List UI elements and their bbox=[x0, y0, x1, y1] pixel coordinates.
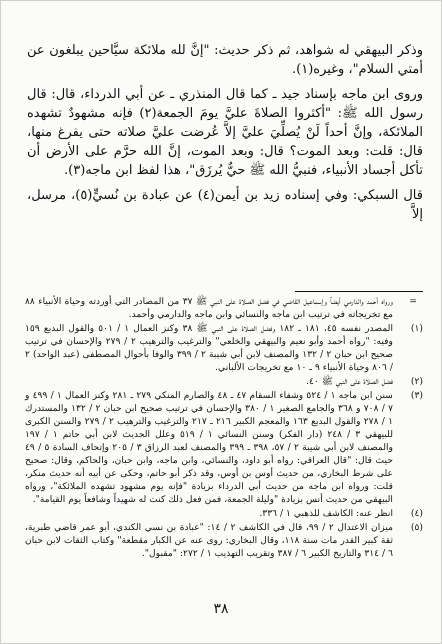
footnote-number: (٤) bbox=[410, 508, 423, 519]
footnote-5 bbox=[25, 521, 423, 560]
footnote-3 bbox=[25, 389, 423, 506]
main-text bbox=[27, 41, 423, 230]
footnote-number: (٣) bbox=[410, 390, 423, 401]
body-paragraph-3: قال السبكي: وفي إسناده زيد بن أيمن(٤) عن عبادة بن نُسيٍّ(٥)، مرسل، إلاَّ bbox=[27, 188, 423, 222]
footnote-text: المصدر نفسه ٤٥، ١٨١ ـ ١٨٢ وفضل الصلاة على النبي ﷺ ٣٨ وكنز العمال ١ / ٥٠١ والقول البديع ١٥٩ وفيه: "رواه أحمد وأبو نعيم والبيهقي والخلعي" والترغيب والترهيب ٢ / ٢٧٩ والإحسان في ترتيب صحيح ابن حبان ٢ / ١٣٢ والمصنف لابن أبي شيبة ٢ / ٣٩٩ والوفا بأحوال المصطفى (عبد الواحد) ٢ / ٨٠٦ وحياة الأنبياء ٩ ـ ١٠ مع تخريجات الألباني. bbox=[25, 323, 394, 373]
footnote-divider bbox=[295, 291, 423, 292]
footnotes bbox=[25, 295, 423, 561]
footnote-text: ورواه أحمد والدارمي أيضاً وإسماعيل القاضي في فضل الصلاة على النبي ﷺ ٣٧ من المصادر التي أوردته وحياة الأنبياء ٨٨ مع تخريجاته في ترتيب ابن ماجه والنسائي وابن ماجه والدارمي وأحمد. bbox=[25, 296, 393, 320]
footnote-1 bbox=[25, 322, 423, 374]
footnote-number: (٥) bbox=[410, 522, 423, 533]
footnote-number: (٢) bbox=[410, 376, 423, 387]
footnote-continued bbox=[25, 295, 423, 321]
page-number: ٣٨ bbox=[213, 601, 229, 617]
footnote-marker: = bbox=[409, 296, 417, 307]
body-paragraph-2: وروى ابن ماجه بإسناد جيد ـ كما قال المنذري ـ عن أبي الدرداء، قال: قال رسول الله ﷺ: "أكثروا الصلاةَ عليَّ يومَ الجمعة(٢) فإنه مشهودٌ تشهده الملائكة، وإنَّ أحداً لَنْ يُصلِّيَ عليَّ إلاَّ عُرضت عليَّ صلاته حتى يفرغ منها، قال: قلت: وبعد الموت؟ قال: وبعد الموت، إنَّ الله حرَّم على الأرض أن تأكل أجساد الأنبياء، فنبيُّ الله ﷺ حيٌّ يُرزَق"، هذا لفظ ابن ماجه(٣). bbox=[27, 87, 423, 178]
footnote-4 bbox=[25, 507, 423, 520]
footnote-text: ميزان الاعتدال ٢ / ٩٩، قال في الكاشف ٢ / ١٤: "عبادة بن نسي الكندي، أبو عمر قاضي طبرية، ثقة كبير القدر مات سنة ١١٨، وقال البخاري: روى عنه عن الكبار مقطعة" وكتاب الثقات لابن حبان ٦ / ٣١٤ والتاريخ الكبير ٦ / ٣٨٧ وتقريب التهذيب ١ / ٢٧٢: "مقبول". bbox=[25, 522, 394, 559]
footnote-text: انظر عنه: الكاشف للذهبي ١ / ٣٣٦. bbox=[259, 508, 393, 519]
footnote-text: فضل الصلاة على النبي ﷺ ٤٠. bbox=[306, 376, 393, 387]
footnote-text: سنن ابن ماجه ١ / ٥٢٤ وشفاء السقام ٤٧ ـ ٤٨ والصارم المنكي ٢٧٩ ـ ٢٨١ وكنز العمال ١ / ٤٩٩ و ٧ / ٧٠٨ و ٣٦٨ والجامع الصغير ١ / ٣٨٠ والإحسان في ترتيب صحيح ابن حبان ٢ / ١٣٢ والمستدرك ١ / ٢٧٨ والقول البديع ١٦٣ والمعجم الكبير ٢١٦ ـ ٢١٧ والترغيب والترهيب ٢ / ٢٧٩ والسنن الكبرى للبيهقي ٣ / ٢٤٨ (دار الفكر) وسنن النسائي ١ / ٥١٩ وعلل الحديث لابن أبي حاتم ١ / ١٩٧ والمصنف لابن أبي شيبة ٢ / ٥٧، ٣٩٨ ـ ٣٩٩ والمصنف لعبد الرزاق ٣ / ٢٠٥ وإتحاف السادة ٥ / ٤٩ حيث قال: "قال العراقي: رواه أبو داود، والنسائي، وابن ماجه، وابن حبان، والحاكم، وقال: صحيح على شرط البخاري، من حديث أوس بن أوس، وقد ذكر أبو حاتم، وحكى عن أبيه أنه حديث منكر، قلت: ورواه ابن ماجه من حديث أبي الدرداء بزيادة "فإنه يوم مشهود تشهده الملائكة"، ورواه البيهقي من حديث أنس بزيادة "وليلة الجمعة، فمن فعل ذلك كنت له شهيداً وشافعاً يوم القيامة". bbox=[25, 390, 394, 505]
body-paragraph-1: وذكر البيهقي له شواهد، ثم ذكر حديث: "إنَّ لله ملائكة سيَّاحين يبلغون عن أمتي السلام"، وغيره(١). bbox=[27, 43, 423, 77]
footnote-number: (١) bbox=[410, 323, 423, 334]
footnote-2 bbox=[25, 375, 423, 388]
